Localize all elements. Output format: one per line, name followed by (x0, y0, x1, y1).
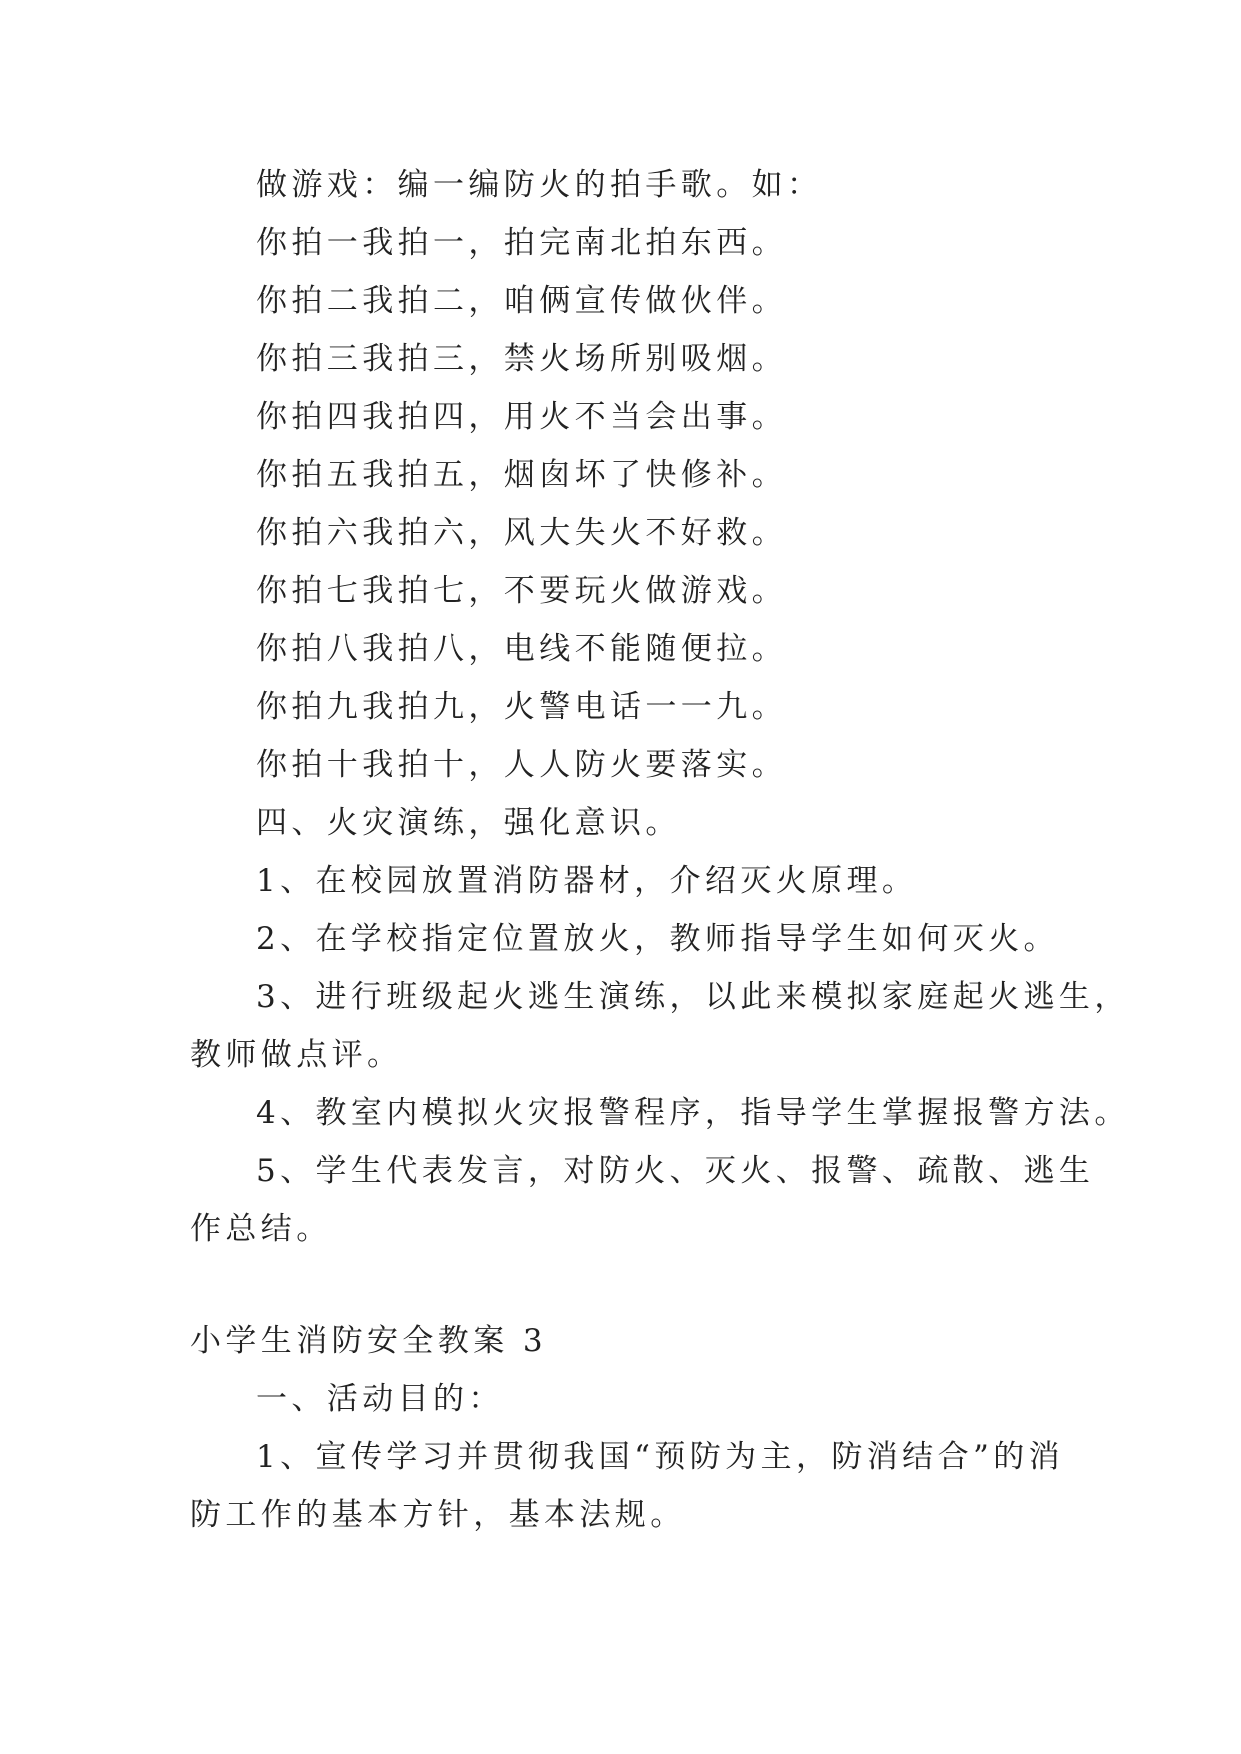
drill-item-4: 4、教室内模拟火灾报警程序，指导学生掌握报警方法。 (256, 1095, 1130, 1131)
clap-song-line-3: 你拍三我拍三，禁火场所别吸烟。 (256, 341, 787, 377)
clap-song-line-10: 你拍十我拍十，人人防火要落实。 (256, 747, 787, 783)
section-heading-fire-drill: 四、火灾演练，强化意识。 (256, 805, 681, 841)
clap-song-line-4: 你拍四我拍四，用火不当会出事。 (256, 399, 787, 435)
clap-song-line-5: 你拍五我拍五，烟囱坏了快修补。 (256, 457, 787, 493)
drill-item-2: 2、在学校指定位置放火，教师指导学生如何灭火。 (256, 921, 1059, 957)
clap-song-line-1: 你拍一我拍一，拍完南北拍东西。 (256, 225, 787, 261)
clap-song-line-9: 你拍九我拍九，火警电话一一九。 (256, 689, 787, 725)
section-heading-objectives: 一、活动目的： (256, 1381, 504, 1417)
clap-song-line-8: 你拍八我拍八，电线不能随便拉。 (256, 631, 787, 667)
objective-item-1: 1、宣传学习并贯彻我国“预防为主，防消结合”的消 (256, 1439, 1065, 1475)
objective-item-1-continued: 防工作的基本方针，基本法规。 (190, 1497, 686, 1533)
clap-song-line-7: 你拍七我拍七，不要玩火做游戏。 (256, 573, 787, 609)
paragraph-game-intro: 做游戏：编一编防火的拍手歌。如： (256, 167, 823, 203)
drill-item-5-continued: 作总结。 (190, 1211, 332, 1247)
drill-item-1: 1、在校园放置消防器材，介绍灭火原理。 (256, 863, 918, 899)
drill-item-3-continued: 教师做点评。 (190, 1037, 403, 1073)
drill-item-5: 5、学生代表发言，对防火、灭火、报警、疏散、逃生 (256, 1153, 1095, 1189)
clap-song-line-6: 你拍六我拍六，风大失火不好救。 (256, 515, 787, 551)
drill-item-3: 3、进行班级起火逃生演练，以此来模拟家庭起火逃生， (256, 979, 1130, 1015)
clap-song-line-2: 你拍二我拍二，咱俩宣传做伙伴。 (256, 283, 787, 319)
lesson-plan-title: 小学生消防安全教案 3 (190, 1323, 547, 1359)
